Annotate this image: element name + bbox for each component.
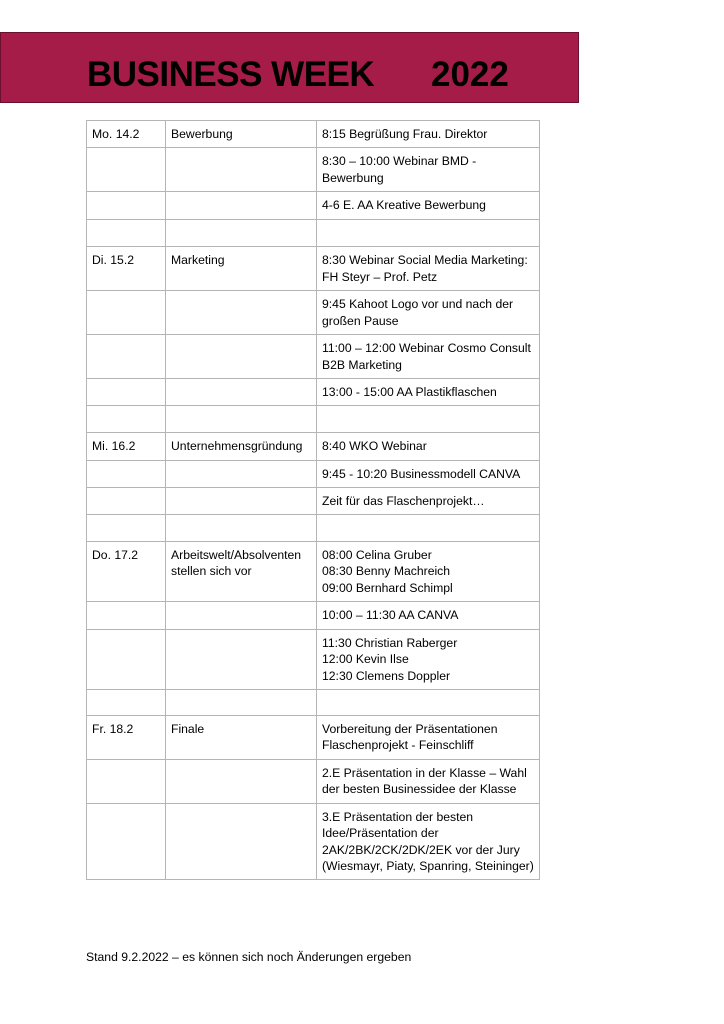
schedule-row [87, 514, 540, 541]
day-cell [87, 460, 166, 487]
event-cell: 10:00 – 11:30 AA CANVA [317, 601, 540, 629]
topic-cell [166, 379, 317, 406]
day-cell [87, 759, 166, 803]
day-cell [87, 629, 166, 689]
schedule-row [87, 689, 540, 715]
event-cell: Zeit für das Flaschenprojekt… [317, 487, 540, 514]
topic-cell [166, 759, 317, 803]
schedule-row [87, 715, 540, 759]
schedule-row [87, 220, 540, 247]
day-cell: Mi. 16.2 [87, 432, 166, 460]
footer-note: Stand 9.2.2022 – es können sich noch Änderungen ergeben [86, 950, 412, 964]
topic-cell [166, 514, 317, 541]
schedule-row [87, 148, 540, 192]
event-cell: 8:40 WKO Webinar [317, 432, 540, 460]
day-cell: Fr. 18.2 [87, 715, 166, 759]
event-cell: 13:00 - 15:00 AA Plastikflaschen [317, 379, 540, 406]
day-cell [87, 335, 166, 379]
event-cell [317, 689, 540, 715]
event-cell: 8:30 – 10:00 Webinar BMD - Bewerbung [317, 148, 540, 192]
day-cell [87, 192, 166, 220]
topic-cell: Marketing [166, 247, 317, 291]
day-cell [87, 487, 166, 514]
event-cell: 9:45 - 10:20 Businessmodell CANVA [317, 460, 540, 487]
schedule-table [86, 120, 540, 880]
event-cell: 11:30 Christian Raberger 12:00 Kevin Ilse 12:30 Clemens Doppler [317, 629, 540, 689]
event-cell: 4-6 E. AA Kreative Bewerbung [317, 192, 540, 220]
day-cell: Do. 17.2 [87, 541, 166, 601]
schedule-row [87, 803, 540, 879]
day-cell [87, 803, 166, 879]
schedule-row [87, 629, 540, 689]
event-cell: 11:00 – 12:00 Webinar Cosmo Consult B2B Marketing [317, 335, 540, 379]
event-cell [317, 405, 540, 432]
day-cell [87, 405, 166, 432]
schedule-row [87, 335, 540, 379]
day-cell [87, 601, 166, 629]
topic-cell: Arbeitswelt/Absolventen stellen sich vor [166, 541, 317, 601]
topic-cell [166, 487, 317, 514]
topic-cell: Bewerbung [166, 121, 317, 148]
page-year: 2022 [431, 55, 509, 94]
schedule-row [87, 247, 540, 291]
day-cell: Mo. 14.2 [87, 121, 166, 148]
event-cell: 8:30 Webinar Social Media Marketing: FH Steyr – Prof. Petz [317, 247, 540, 291]
topic-cell [166, 291, 317, 335]
schedule-row [87, 192, 540, 220]
event-cell: 3.E Präsentation der besten Idee/Präsentation der 2AK/2BK/2CK/2DK/2EK vor der Jury (Wiesmayr, Piaty, Spanring, Steininger) [317, 803, 540, 879]
day-cell [87, 689, 166, 715]
page-title: BUSINESS WEEK [87, 55, 375, 94]
schedule-row [87, 291, 540, 335]
schedule-row [87, 601, 540, 629]
event-cell [317, 514, 540, 541]
topic-cell [166, 601, 317, 629]
topic-cell [166, 803, 317, 879]
day-cell [87, 148, 166, 192]
topic-cell [166, 629, 317, 689]
topic-cell [166, 689, 317, 715]
topic-cell: Finale [166, 715, 317, 759]
event-cell: 9:45 Kahoot Logo vor und nach der großen Pause [317, 291, 540, 335]
day-cell: Di. 15.2 [87, 247, 166, 291]
topic-cell [166, 405, 317, 432]
day-cell [87, 514, 166, 541]
topic-cell [166, 192, 317, 220]
schedule-row [87, 121, 540, 148]
schedule-row [87, 759, 540, 803]
topic-cell [166, 460, 317, 487]
title-banner [0, 32, 579, 103]
topic-cell [166, 220, 317, 247]
schedule-row [87, 379, 540, 406]
schedule-row [87, 487, 540, 514]
schedule-row [87, 432, 540, 460]
topic-cell [166, 335, 317, 379]
event-cell: 8:15 Begrüßung Frau. Direktor [317, 121, 540, 148]
event-cell: 2.E Präsentation in der Klasse – Wahl der besten Businessidee der Klasse [317, 759, 540, 803]
day-cell [87, 291, 166, 335]
event-cell: 08:00 Celina Gruber 08:30 Benny Machreich 09:00 Bernhard Schimpl [317, 541, 540, 601]
day-cell [87, 220, 166, 247]
schedule-row [87, 460, 540, 487]
event-cell [317, 220, 540, 247]
schedule-row [87, 541, 540, 601]
event-cell: Vorbereitung der Präsentationen Flaschenprojekt - Feinschliff [317, 715, 540, 759]
day-cell [87, 379, 166, 406]
schedule-body [87, 121, 540, 880]
topic-cell [166, 148, 317, 192]
topic-cell: Unternehmensgründung [166, 432, 317, 460]
schedule-row [87, 405, 540, 432]
